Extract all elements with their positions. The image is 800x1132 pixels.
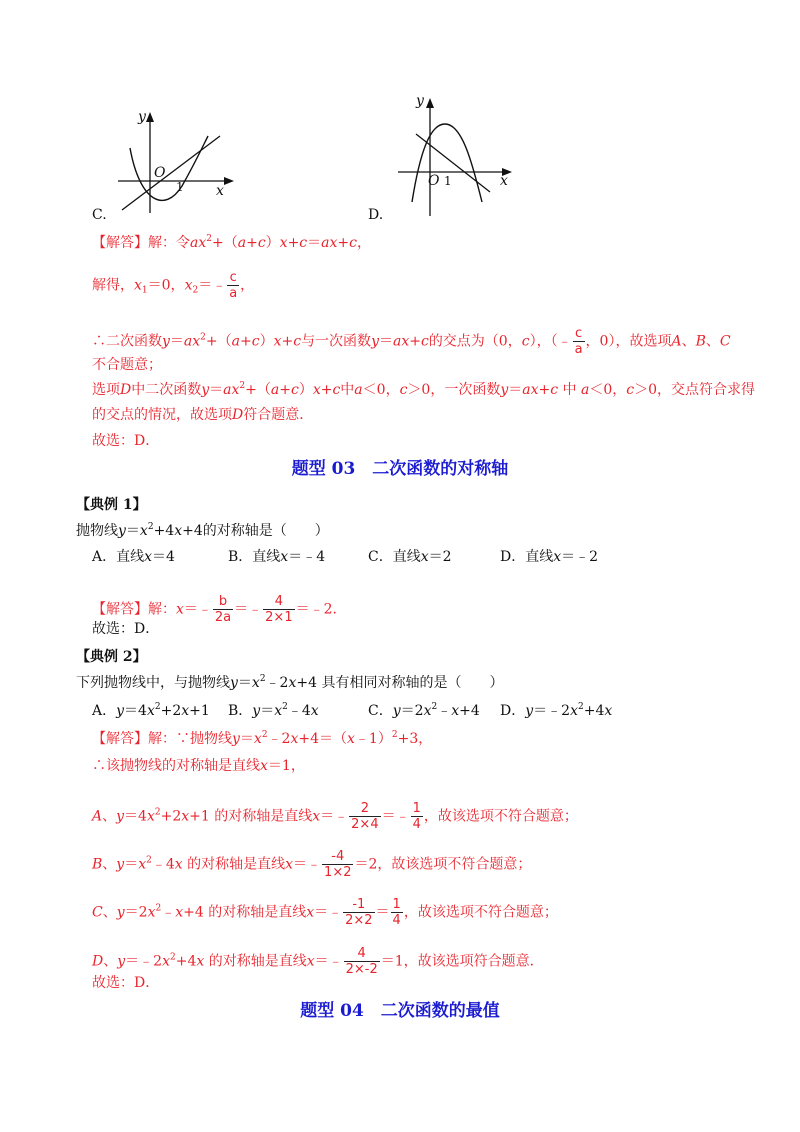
sol-text: ＝﹣2．	[295, 601, 347, 618]
sol1-line2: 解得，$x_1=0$，$x_2=﹣$ $\frac{c}{a}$ ，	[92, 270, 255, 301]
graph-c-y-label: y	[138, 109, 146, 125]
example-2-solution-line2: ∴该抛物线的对称轴是直线x＝1，	[92, 758, 305, 774]
frac-num: c	[227, 270, 239, 286]
sol1-text: ，0），故选项	[585, 333, 672, 350]
fraction	[263, 594, 294, 625]
graph-d-y-label: y	[416, 93, 424, 109]
sol1-line1: 【解答】解：令$ax^2+(a+c)x+c=ax+c$，	[92, 234, 371, 251]
example-1-answer: 故选：D．	[92, 621, 160, 637]
option-d-label: D.	[368, 207, 384, 223]
fraction	[343, 897, 374, 928]
frac-num: 1	[412, 801, 421, 816]
sol1-text: ，交点符合求得	[657, 382, 756, 398]
sol1-line4: 不合题意；	[92, 357, 162, 373]
graph-d	[390, 92, 520, 218]
sol-text: 的对称轴是直线	[208, 904, 307, 921]
sol-text: ＝2，故该选项不符合题意；	[354, 856, 532, 873]
question-text: 的对称轴是（ ）	[202, 523, 329, 539]
example-2-solution-d: D、$y=﹣2x^2+4x$ 的对称轴是直线x＝﹣ $\frac{4}{2\times-2}$ ＝1，故该选项符合题意．	[92, 946, 544, 977]
sol-text: ，故该选项不符合题意；	[403, 904, 558, 921]
frac-num: -4	[322, 849, 353, 865]
example-1-solution: 【解答】解：x＝﹣ $\frac{b}{2a}$ ＝﹣ $\frac{4}{2\times 1}$ ＝﹣2．	[92, 594, 347, 625]
option-c-label: C.	[92, 207, 107, 223]
option-text: D．直线	[500, 549, 554, 565]
example-2-option-c: C．$y=2x^2﹣x+4$	[368, 702, 480, 719]
example-1-tag: 【典例 1】	[76, 497, 147, 513]
question-text: 具有相同对称轴的是（ ）	[321, 675, 504, 691]
fraction	[349, 801, 380, 832]
section-title-04: 题型 04 二次函数的最值	[300, 1001, 500, 1021]
example-2-option-b: B．$y=x^2﹣4x$	[228, 702, 319, 719]
sol1-answer: 故选：D．	[92, 433, 160, 449]
graph-d-tick: 1	[444, 174, 452, 188]
example-2-solution-a: A、$y=4x^2+2x+1$ 的对称轴是直线x＝﹣ $\frac{2}{2\times 4}$ ＝﹣ $\frac{1}{4}$ ，故该选项不符合题意；	[92, 801, 578, 832]
frac-den: a	[229, 286, 238, 301]
graph-d-x-label: x	[500, 173, 508, 189]
graph-d-origin: O	[428, 173, 440, 189]
option-value: ﹣4	[302, 549, 326, 565]
fraction	[322, 849, 353, 880]
sol-text: 的对称轴是直线	[187, 856, 286, 873]
sol1-text: 解得，	[92, 277, 134, 294]
example-2-answer: 故选：D．	[92, 975, 160, 991]
option-value: 2	[442, 549, 452, 565]
sol-text: ＝1，故该选项符合题意．	[380, 953, 544, 970]
frac-num: 2	[349, 801, 380, 817]
example-1-question: 抛物线$y=x^2+4x+4$的对称轴是（ ）	[76, 522, 329, 539]
question-text: 下列抛物线中，与抛物线	[76, 675, 230, 691]
frac-den: 4	[392, 913, 401, 928]
frac-den: 2×4	[351, 817, 379, 832]
graph-c-x-label: x	[216, 183, 224, 199]
example-2-option-d: D．$y=﹣2x^2+4x$	[500, 702, 613, 719]
frac-den: 1×2	[324, 865, 352, 880]
sol-text: 的对称轴是直线	[208, 953, 307, 970]
frac-num: 1	[392, 897, 401, 912]
frac-den: 4	[412, 817, 421, 832]
example-2-question: 下列抛物线中，与抛物线$y=x^2﹣2x+4$ 具有相同对称轴的是（ ）	[76, 674, 504, 691]
frac-den: 2×1	[265, 610, 293, 625]
fraction	[391, 897, 403, 928]
sol1-line3: ∴二次函数$y=ax^2+(a+c)x+c$与一次函数y＝ax+c的交点为（0，c），（﹣ $\frac{c}{a}$ ，0），故选项A、B、C	[92, 326, 731, 357]
frac-num: b	[213, 594, 233, 610]
fraction	[227, 270, 239, 301]
example-2-solution-c: C、$y=2x^2﹣x+4$ 的对称轴是直线x＝﹣ $\frac{-1}{2\times 2}$ ＝ $\frac{1}{4}$ ，故该选项不符合题意；	[92, 897, 558, 928]
sol1-text: 与一次函数	[301, 333, 372, 350]
fraction	[213, 594, 233, 625]
option-text: B．直线	[228, 549, 281, 565]
section-title-03: 题型 03 二次函数的对称轴	[291, 459, 509, 479]
fraction	[344, 946, 380, 977]
option-text: C．直线	[368, 549, 421, 565]
graph-c	[110, 108, 240, 218]
sol1-text: 中	[340, 382, 355, 398]
sol1-text: ∴二次函数	[92, 333, 162, 350]
sol1-text: ，一次函数	[430, 382, 501, 398]
example-2-option-a: A．$y=4x^2+2x+1$	[92, 702, 210, 719]
sol1-text: 的交点的情况，故选项	[92, 407, 232, 423]
frac-num: 4	[263, 594, 294, 610]
fraction	[411, 801, 423, 832]
sol1-text: 选项	[92, 382, 120, 398]
frac-den: 2a	[214, 610, 232, 625]
example-1-option-c: C．直线x＝2	[368, 549, 452, 565]
example-2-solution-b: B、$y=x^2﹣4x$ 的对称轴是直线x＝﹣ $\frac{-4}{1\times 2}$ ＝2，故该选项不符合题意；	[92, 849, 532, 880]
sol1-text: 解：令	[148, 235, 190, 251]
example-2-tag: 【典例 2】	[76, 649, 147, 665]
sol1-text: 符合题意．	[243, 407, 314, 423]
graph-d-svg	[390, 92, 520, 218]
frac-den: 2×-2	[345, 962, 378, 977]
frac-den: a	[574, 342, 583, 357]
sol-text: 的对称轴是直线	[214, 808, 313, 825]
frac-num: -1	[343, 897, 374, 913]
sol1-text: 的交点为（0，	[428, 333, 522, 350]
solution-tag: 【解答】	[92, 235, 148, 251]
sol1-text: ），（﹣	[529, 333, 572, 350]
example-1-option-a: A．直线x＝4	[92, 549, 175, 565]
fraction	[573, 326, 585, 357]
frac-den: 2×2	[345, 913, 373, 928]
graph-c-origin: O	[154, 165, 166, 181]
sol-text: 解：	[148, 601, 176, 618]
sol-text: ，故该选项不符合题意；	[423, 808, 578, 825]
frac-num: c	[573, 326, 585, 342]
question-text: 抛物线	[76, 523, 118, 539]
sol1-line6: 的交点的情况，故选项D符合题意．	[92, 407, 314, 423]
graph-c-svg	[110, 108, 240, 218]
graph-c-tick: 1	[176, 180, 184, 194]
sol1-line5: 选项D中二次函数$y=ax^2+(a+c)x+c$中a＜0，c＞0，一次函数y＝ax+c 中 a＜0，c＞0，交点符合求得	[92, 381, 756, 398]
option-text: A．直线	[92, 549, 145, 565]
sol-text: ∴该抛物线的对称轴是直线	[92, 758, 260, 774]
example-1-option-d: D．直线x＝﹣2	[500, 549, 599, 565]
frac-num: 4	[344, 946, 380, 962]
option-value: ﹣2	[575, 549, 599, 565]
sol-text: 解：∵抛物线	[148, 731, 232, 747]
solution-tag: 【解答】	[92, 601, 148, 618]
example-2-solution-line1: 【解答】解：∵抛物线$y=x^2﹣2x+4=(x﹣1)^2+3$，	[92, 730, 433, 747]
option-value: 4	[166, 549, 175, 565]
sol1-text: 中二次函数	[131, 382, 202, 398]
example-1-option-b: B．直线x＝﹣4	[228, 549, 326, 565]
solution-tag: 【解答】	[92, 731, 148, 747]
